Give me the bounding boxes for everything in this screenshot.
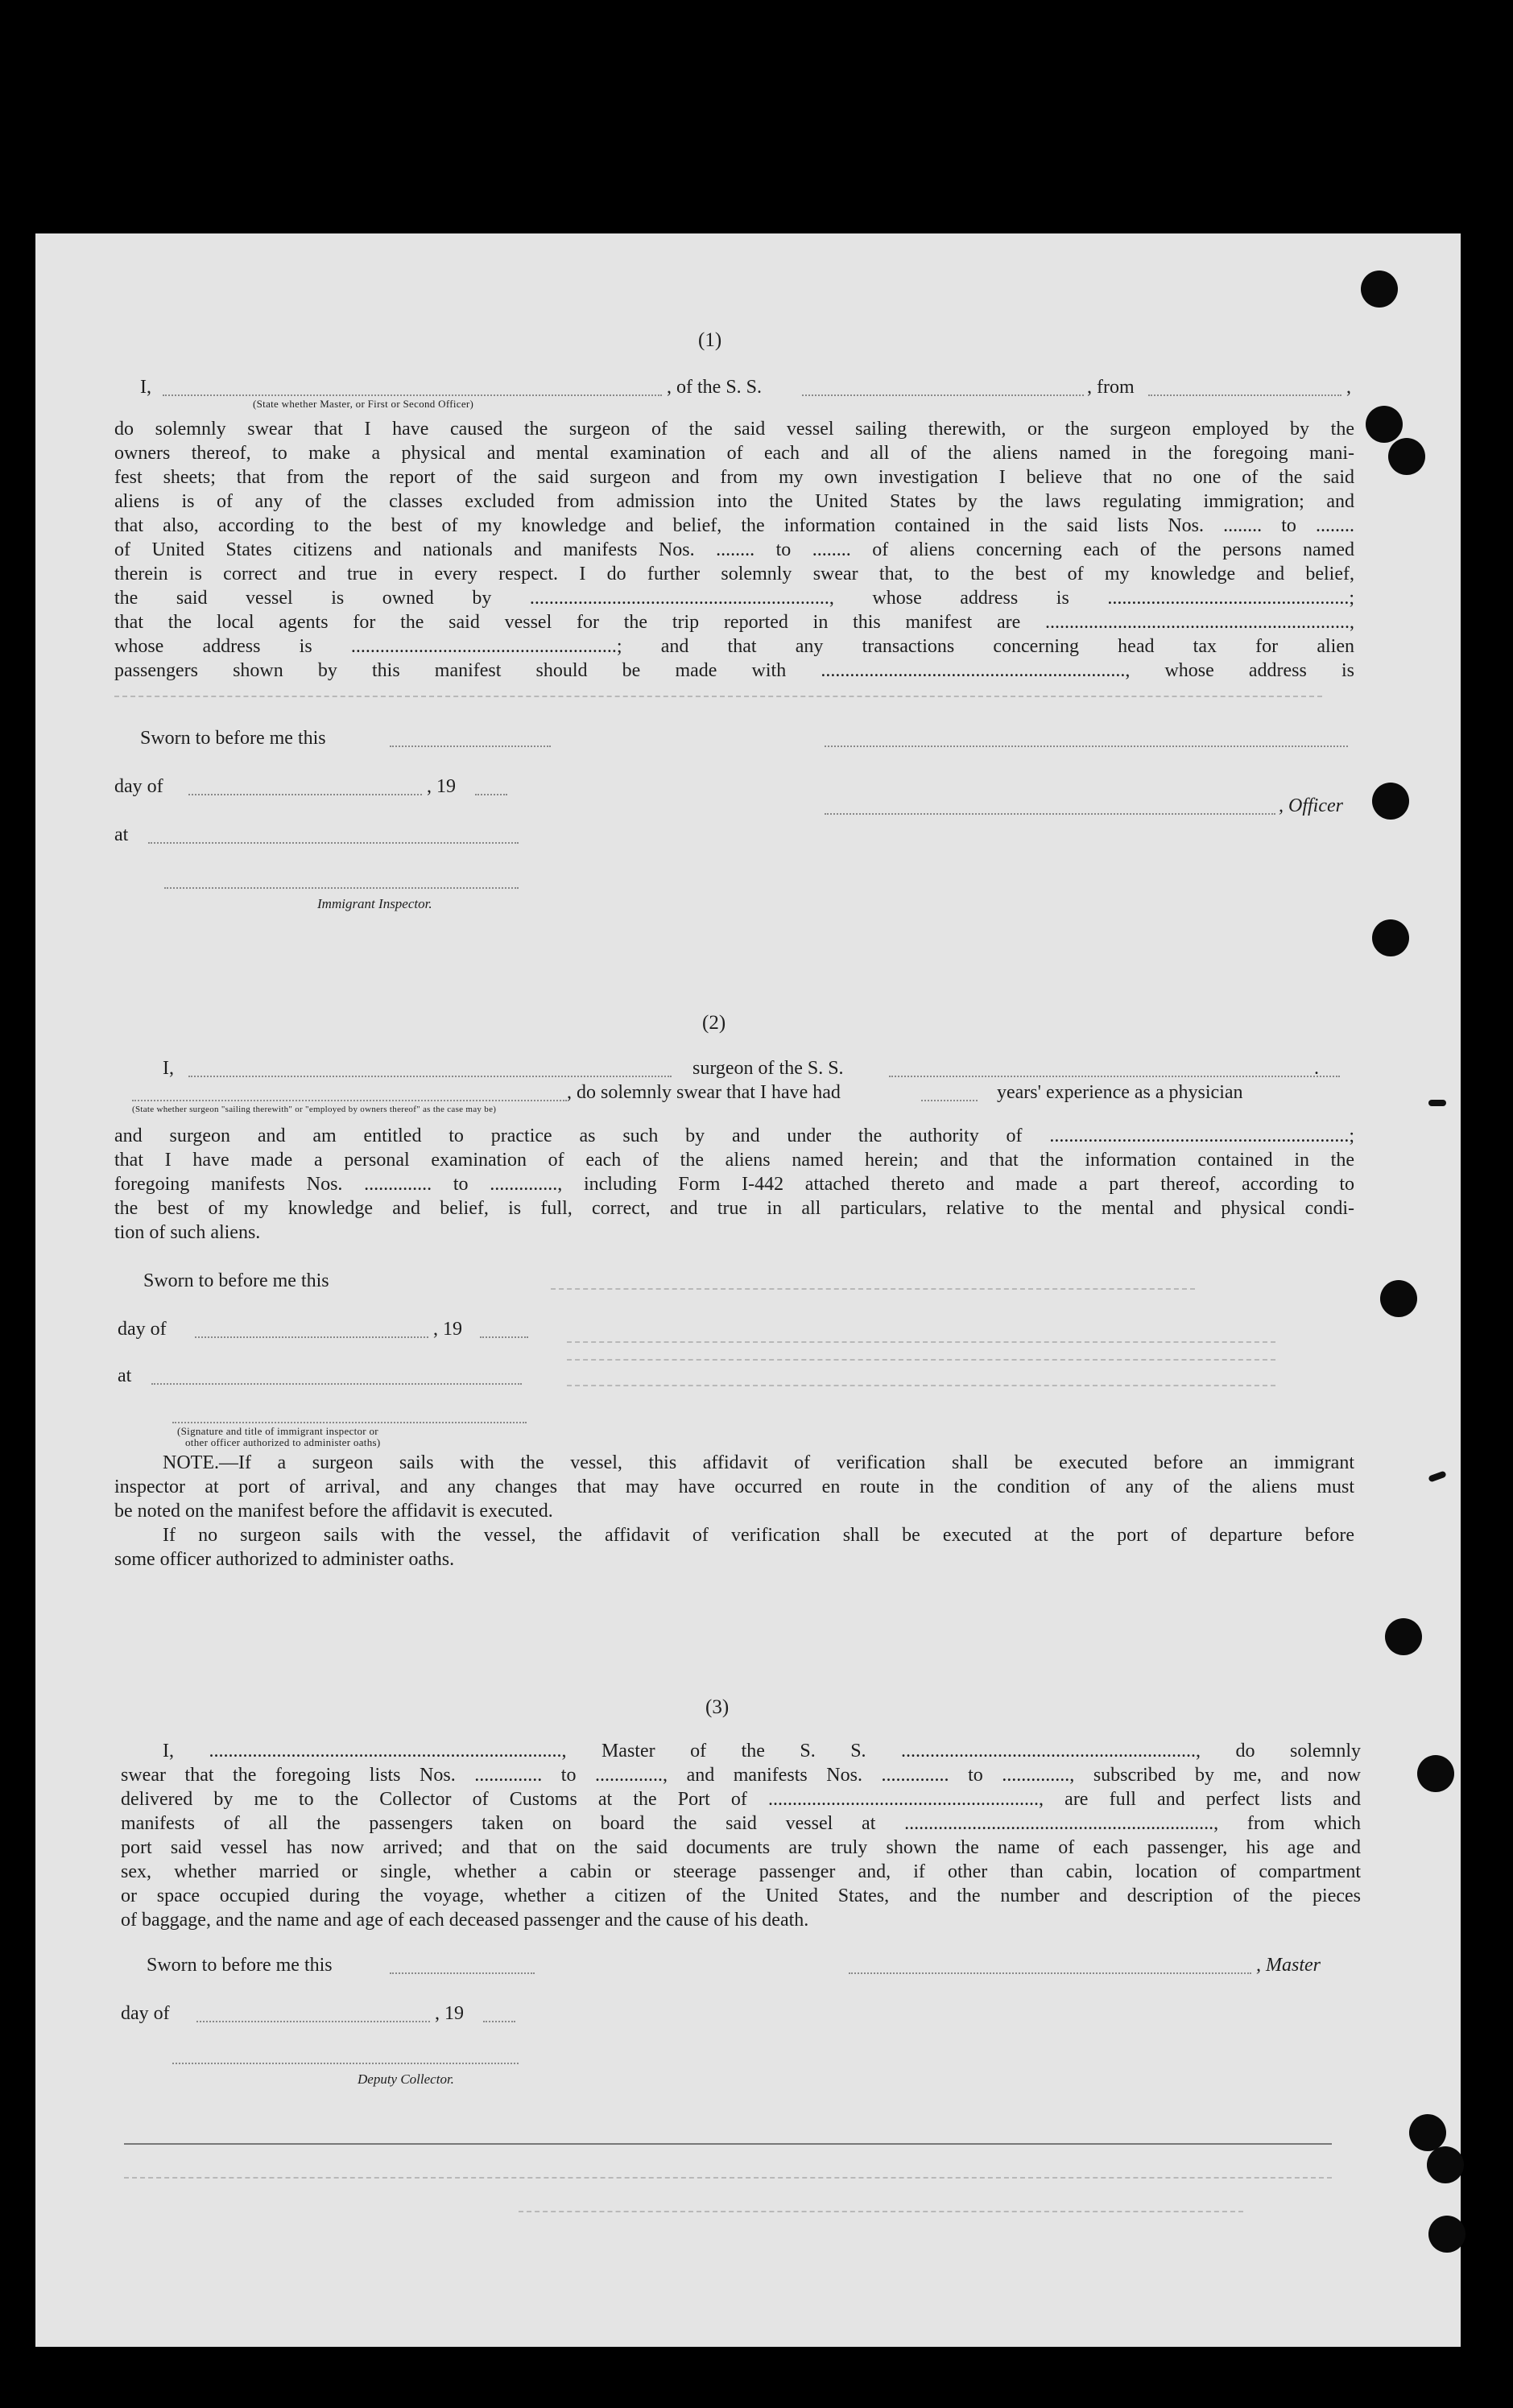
surgeon-note — [114, 1451, 1354, 1523]
oath-line: delivered by me to the Collector of Customs at the Port of ........................................................, are full and perfect lists and — [121, 1789, 1361, 1810]
at-place-blank-1 — [148, 842, 519, 844]
surgeon-name-blank — [188, 1076, 672, 1077]
signature-caption-2: other officer authorized to administer oaths) — [185, 1436, 381, 1448]
sworn-label-2: Sworn to before me this — [143, 1270, 329, 1291]
officer-signature-line — [825, 813, 1275, 815]
day-of-label-1: day of — [114, 776, 163, 797]
bottom-rule — [124, 2143, 1332, 2145]
end-comma: , — [1346, 377, 1351, 398]
day-of-label-3: day of — [121, 2003, 170, 2024]
section-2-intro: I, — [163, 1058, 174, 1079]
oath-line: passengers shown by this manifest should be made with ..............................................................., whose address is — [114, 660, 1354, 681]
note-line: NOTE.—If a surgeon sails with the vessel, this affidavit of verification shall be executed before an immigrant — [163, 1452, 1354, 1473]
manifest-page — [35, 233, 1461, 2347]
oath-line: port said vessel has now arrived; and that on the said documents are truly shown the name of each passenger, his age and — [121, 1837, 1361, 1858]
vessel-name-blank — [802, 394, 1084, 396]
punch-hole — [1427, 2146, 1464, 2183]
oath-line: of United States citizens and nationals and manifests Nos. ........ to ........ of aliens concerning each of the persons named — [114, 539, 1354, 560]
note-line: be noted on the manifest before the affidavit is executed. — [114, 1501, 553, 1522]
oath-line: I, ........................................................................., Master of the S. S. ............................................................., do solemnly — [163, 1741, 1361, 1762]
oath-line: do solemnly swear that I have caused the surgeon of the said vessel sailing therewith, or the surgeon employed by the — [114, 419, 1354, 440]
years-label: years' experience as a physician — [997, 1082, 1243, 1103]
punch-hole — [1366, 406, 1403, 443]
oath-line: therein is correct and true in every respect. I do further solemnly swear that, to the best of my knowledge and belief, — [114, 564, 1354, 584]
section-1-oath-text — [114, 417, 1354, 683]
note-line: inspector at port of arrival, and any changes that may have occurred en route in the condition of any of the aliens must — [114, 1477, 1354, 1497]
section-3-oath-text — [121, 1739, 1361, 1932]
note-line: If no surgeon sails with the vessel, the affidavit of verification shall be executed at the port of departure before — [163, 1525, 1354, 1546]
punch-hole — [1428, 2216, 1465, 2253]
sworn-label-3: Sworn to before me this — [147, 1955, 333, 1976]
oath-line: manifests of all the passengers taken on board the said vessel at ................................................................, from which — [121, 1813, 1361, 1834]
collector-signature-line — [172, 2063, 519, 2064]
section-2-oath-text — [114, 1124, 1354, 1245]
immigrant-inspector-label: Immigrant Inspector. — [317, 896, 432, 911]
from-label: , from — [1087, 377, 1135, 398]
faint-rule — [567, 1359, 1275, 1361]
at-label-2: at — [118, 1365, 132, 1386]
section-3-number: (3) — [705, 1696, 730, 1718]
punch-hole — [1372, 783, 1409, 820]
year-label-2: , 19 — [433, 1319, 462, 1340]
section-1-caption: (State whether Master, or First or Second Officer) — [253, 398, 474, 410]
officer-signature-line-top — [825, 746, 1348, 747]
oath-line: foregoing manifests Nos. .............. to .............., including Form I-442 attached thereto and made a part thereof, according to — [114, 1174, 1354, 1195]
oath-line: that the local agents for the said vessel for the trip reported in this manifest are ..............................................................., — [114, 612, 1354, 633]
day-of-blank-1 — [188, 794, 422, 795]
oath-line: or space occupied during the voyage, whether a citizen of the United States, and the number and description of the pieces — [121, 1886, 1361, 1906]
punch-hole — [1380, 1280, 1417, 1317]
no-surgeon-note — [114, 1523, 1354, 1572]
master-label: , Master — [1256, 1955, 1321, 1976]
oath-line: aliens is of any of the classes excluded from admission into the United States by the laws regulating immigration; and — [114, 491, 1354, 512]
faint-rule — [124, 2177, 1332, 2179]
years-blank — [921, 1100, 978, 1101]
oath-line: that also, according to the best of my knowledge and belief, the information contained in the said lists Nos. ........ to ........ — [114, 515, 1354, 536]
punch-hole — [1372, 919, 1409, 956]
deputy-collector-label: Deputy Collector. — [358, 2071, 454, 2087]
punch-hole — [1385, 1618, 1422, 1655]
punch-hole — [1417, 1755, 1454, 1792]
oath-line: the best of my knowledge and belief, is full, correct, and true in all particulars, relative to the mental and physical condi- — [114, 1198, 1354, 1219]
oath-line: of baggage, and the name and age of each deceased passenger and the cause of his death. — [121, 1910, 809, 1931]
year-blank-1 — [475, 794, 507, 795]
section-2-caption: (State whether surgeon "sailing therewith" or "employed by owners thereof" as the case may be) — [132, 1105, 497, 1114]
do-swear-label: , do solemnly swear that I have had — [567, 1082, 841, 1103]
section-1-intro: I, — [140, 377, 151, 398]
punch-hole — [1388, 438, 1425, 475]
officer-label: , Officer — [1279, 795, 1343, 816]
surgeon-title-blank — [132, 1100, 567, 1101]
signature-caption-1: (Signature and title of immigrant inspector or — [177, 1425, 378, 1437]
surgeon-vessel-blank — [889, 1076, 1340, 1077]
oath-line: sex, whether married or single, whether a cabin or steerage passenger and, if other than cabin, location of compartment — [121, 1861, 1361, 1882]
faint-rule — [551, 1288, 1195, 1290]
sworn-label-1: Sworn to before me this — [140, 728, 326, 749]
section-2-number: (2) — [702, 1012, 726, 1034]
day-of-blank-2 — [195, 1336, 428, 1338]
of-the-ss-label: , of the S. S. — [667, 377, 763, 398]
officer-name-blank — [163, 394, 662, 396]
ink-mark — [1428, 1100, 1446, 1106]
year-blank-3 — [483, 2021, 515, 2022]
day-of-blank-3 — [196, 2021, 430, 2022]
faint-rule — [114, 696, 1322, 697]
sworn-date-blank-3 — [390, 1972, 535, 1974]
punch-hole — [1361, 271, 1398, 308]
ink-mark — [1428, 1470, 1446, 1482]
at-label-1: at — [114, 824, 129, 845]
year-label-1: , 19 — [427, 776, 456, 797]
year-label-3: , 19 — [435, 2003, 464, 2024]
surgeon-of-label: surgeon of the S. S. — [692, 1058, 844, 1079]
at-place-blank-2 — [151, 1383, 522, 1385]
oath-line: the said vessel is owned by .............................................................., whose address is ..................................................; — [114, 588, 1354, 609]
master-signature-line — [849, 1972, 1251, 1974]
oath-line: tion of such aliens. — [114, 1222, 261, 1243]
punch-hole — [1409, 2114, 1446, 2151]
oath-line: whose address is .......................................................; and that any transactions concerning head tax for alien — [114, 636, 1354, 657]
sworn-date-blank-1 — [390, 746, 551, 747]
oath-line: swear that the foregoing lists Nos. .............. to .............., and manifests Nos. .............. to .............., subscribed by me, and now — [121, 1765, 1361, 1786]
faint-rule — [567, 1341, 1275, 1343]
signature-blank-2 — [172, 1422, 527, 1423]
faint-rule — [519, 2211, 1243, 2212]
oath-line: that I have made a personal examination of each of the aliens named herein; and that the information contained in the — [114, 1150, 1354, 1171]
end-period: . — [1314, 1058, 1319, 1079]
oath-line: and surgeon and am entitled to practice as such by and under the authority of ..............................................................; — [114, 1126, 1354, 1146]
oath-line: fest sheets; that from the report of the said surgeon and from my own investigation I believe that no one of the said — [114, 467, 1354, 488]
oath-line: owners thereof, to make a physical and mental examination of each and all of the aliens named in the foregoing mani- — [114, 443, 1354, 464]
section-1-number: (1) — [698, 329, 722, 351]
year-blank-2 — [480, 1336, 528, 1338]
inspector-signature-line — [164, 887, 519, 889]
departure-port-blank — [1148, 394, 1341, 396]
faint-rule — [567, 1385, 1275, 1386]
note-line: some officer authorized to administer oaths. — [114, 1549, 455, 1570]
day-of-label-2: day of — [118, 1319, 167, 1340]
